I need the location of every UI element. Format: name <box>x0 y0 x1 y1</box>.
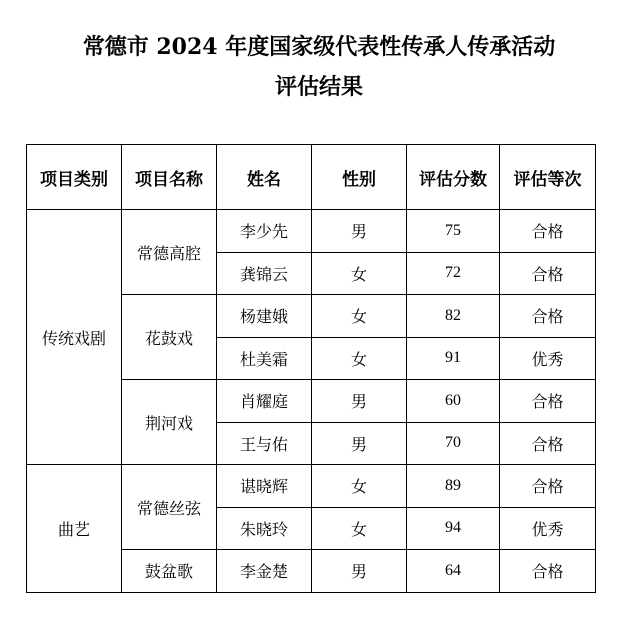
grade-cell: 合格 <box>500 465 596 508</box>
header-name: 姓名 <box>217 145 312 210</box>
person-name-cell: 王与佑 <box>217 422 312 465</box>
document-title-line2: 评估结果 <box>274 74 363 100</box>
person-name-cell: 谌晓辉 <box>217 465 312 508</box>
gender-cell: 女 <box>312 295 407 338</box>
grade-cell: 合格 <box>500 550 596 593</box>
evaluation-results-table <box>26 144 596 593</box>
person-name-cell: 朱晓玲 <box>217 507 312 550</box>
grade-cell: 合格 <box>500 422 596 465</box>
header-grade: 评估等次 <box>500 145 596 210</box>
table-header-row <box>27 145 596 210</box>
gender-cell: 男 <box>312 550 407 593</box>
score-cell: 70 <box>407 422 500 465</box>
score-cell: 94 <box>407 507 500 550</box>
score-cell: 60 <box>407 380 500 423</box>
project-name-cell: 常德高腔 <box>122 210 217 295</box>
project-name-cell: 荆河戏 <box>122 380 217 465</box>
table-row <box>27 465 596 508</box>
grade-cell: 合格 <box>500 295 596 338</box>
header-category: 项目类别 <box>27 145 122 210</box>
score-cell: 75 <box>407 210 500 253</box>
header-score: 评估分数 <box>407 145 500 210</box>
header-gender: 性别 <box>312 145 407 210</box>
project-name-cell: 花鼓戏 <box>122 295 217 380</box>
score-cell: 91 <box>407 337 500 380</box>
category-cell: 曲艺 <box>27 465 122 593</box>
gender-cell: 女 <box>312 465 407 508</box>
person-name-cell: 李金楚 <box>217 550 312 593</box>
grade-cell: 优秀 <box>500 507 596 550</box>
score-cell: 82 <box>407 295 500 338</box>
grade-cell: 合格 <box>500 380 596 423</box>
table-row <box>27 210 596 253</box>
person-name-cell: 龚锦云 <box>217 252 312 295</box>
gender-cell: 女 <box>312 252 407 295</box>
category-cell: 传统戏剧 <box>27 210 122 465</box>
grade-cell: 合格 <box>500 210 596 253</box>
document-title-line1: 常德市 2024 年度国家级代表性传承人传承活动 <box>82 34 556 60</box>
person-name-cell: 肖耀庭 <box>217 380 312 423</box>
score-cell: 72 <box>407 252 500 295</box>
score-cell: 64 <box>407 550 500 593</box>
person-name-cell: 杜美霜 <box>217 337 312 380</box>
project-name-cell: 常德丝弦 <box>122 465 217 550</box>
score-cell: 89 <box>407 465 500 508</box>
gender-cell: 男 <box>312 380 407 423</box>
gender-cell: 男 <box>312 422 407 465</box>
project-name-cell: 鼓盆歌 <box>122 550 217 593</box>
person-name-cell: 杨建娥 <box>217 295 312 338</box>
grade-cell: 优秀 <box>500 337 596 380</box>
grade-cell: 合格 <box>500 252 596 295</box>
person-name-cell: 李少先 <box>217 210 312 253</box>
gender-cell: 女 <box>312 337 407 380</box>
header-project-name: 项目名称 <box>122 145 217 210</box>
gender-cell: 女 <box>312 507 407 550</box>
gender-cell: 男 <box>312 210 407 253</box>
